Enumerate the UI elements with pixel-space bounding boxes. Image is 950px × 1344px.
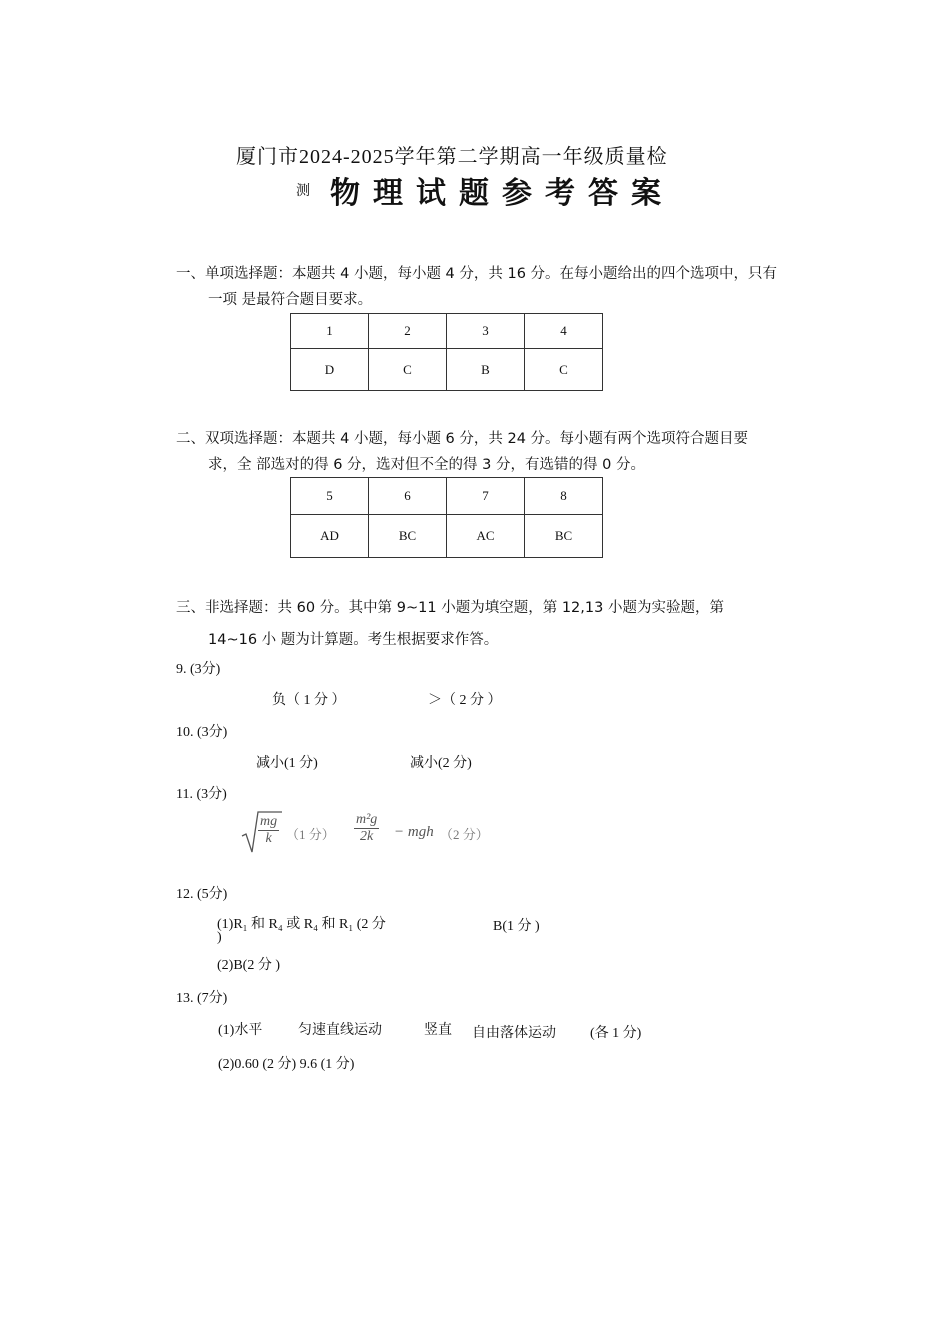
question-13-label: 13. (7分) xyxy=(176,991,228,1006)
fraction-numerator: m²g xyxy=(356,812,378,827)
section-3-heading-line-1: 三、非选择题：共 60 分。其中第 9~11 小题为填空题，第 12,13 小题为实验题，第 xyxy=(176,600,724,616)
table-cell: 3 xyxy=(447,314,525,349)
math-expression: − mgh xyxy=(394,824,434,840)
section-2-answer-table xyxy=(290,477,603,558)
table-cell: AD xyxy=(291,515,369,558)
score-note: （2 分） xyxy=(440,827,489,842)
section-2-heading-line-2: 求，全 部选对的得 6 分，选对但不全的得 3 分，有选错的得 0 分。 xyxy=(208,457,645,473)
question-10-answer-1: 减小(1 分) xyxy=(256,756,318,771)
question-12-answer-1: (1)R₁ 和 R₄ 或 R₄ 和 R₁ (2 分 xyxy=(217,917,386,932)
table-row-numbers xyxy=(291,314,603,349)
question-9-answer-1: 负（ 1 分 ） xyxy=(272,693,346,708)
title-line-2-main: 物理试题参考答案 xyxy=(330,177,674,210)
question-10-answer-2: 减小(2 分) xyxy=(410,756,472,771)
table-cell: 8 xyxy=(525,478,603,515)
section-1-heading-line-2: 一项 是最符合题目要求。 xyxy=(208,292,373,308)
table-cell: 6 xyxy=(369,478,447,515)
table-cell: C xyxy=(525,349,603,391)
fraction-m2g-over-2k xyxy=(354,812,379,845)
question-13-answer-1c: 竖直 xyxy=(424,1023,452,1038)
table-row-numbers xyxy=(291,478,603,515)
question-13-answer-1b: 匀速直线运动 xyxy=(298,1023,382,1038)
table-row-answers xyxy=(291,515,603,558)
table-cell: 7 xyxy=(447,478,525,515)
score-note: （1 分） xyxy=(286,827,335,842)
fraction-mg-over-k xyxy=(258,814,279,847)
table-cell: 1 xyxy=(291,314,369,349)
table-cell: BC xyxy=(525,515,603,558)
question-13-answer-1d: 自由落体运动 xyxy=(472,1026,556,1041)
table-cell: 2 xyxy=(369,314,447,349)
fraction-numerator: mg xyxy=(260,814,278,829)
question-12-label: 12. (5分) xyxy=(176,887,228,902)
table-cell: C xyxy=(369,349,447,391)
title-line-2-prefix: 测 xyxy=(296,184,310,199)
table-cell: 4 xyxy=(525,314,603,349)
section-1-heading-line-1: 一、单项选择题：本题共 4 小题，每小题 4 分，共 16 分。在每小题给出的四个选项中，只有 xyxy=(176,266,778,282)
question-13-answer-2: (2)0.60 (2 分) 9.6 (1 分) xyxy=(218,1057,355,1072)
question-10-label: 10. (3分) xyxy=(176,725,228,740)
question-13-answer-1e: (各 1 分) xyxy=(590,1026,642,1041)
question-12-answer-1-close: ) xyxy=(217,930,222,945)
question-12-answer-2: B(1 分 ) xyxy=(493,919,540,934)
section-2-heading-line-1: 二、双项选择题：本题共 4 小题，每小题 6 分，共 24 分。每小题有两个选项符合题目要 xyxy=(176,431,749,447)
section-3-heading-line-2: 14~16 小 题为计算题。考生根据要求作答。 xyxy=(208,632,499,648)
question-12-answer-3: (2)B(2 分 ) xyxy=(217,958,280,973)
table-cell: B xyxy=(447,349,525,391)
fraction-denominator: 2k xyxy=(360,829,374,844)
table-cell: AC xyxy=(447,515,525,558)
table-row-answers xyxy=(291,349,603,391)
fraction-denominator: k xyxy=(265,831,272,846)
table-cell: 5 xyxy=(291,478,369,515)
title-line-1: 厦门市2024-2025学年第二学期高一年级质量检 xyxy=(236,146,668,168)
question-11-label: 11. (3分) xyxy=(176,787,227,802)
table-cell: BC xyxy=(369,515,447,558)
question-13-answer-1a: (1)水平 xyxy=(218,1023,263,1038)
section-1-answer-table xyxy=(290,313,603,391)
question-9-answer-2: ＞（ 2 分 ） xyxy=(428,693,502,708)
table-cell: D xyxy=(291,349,369,391)
question-9-label: 9. (3分) xyxy=(176,662,221,677)
